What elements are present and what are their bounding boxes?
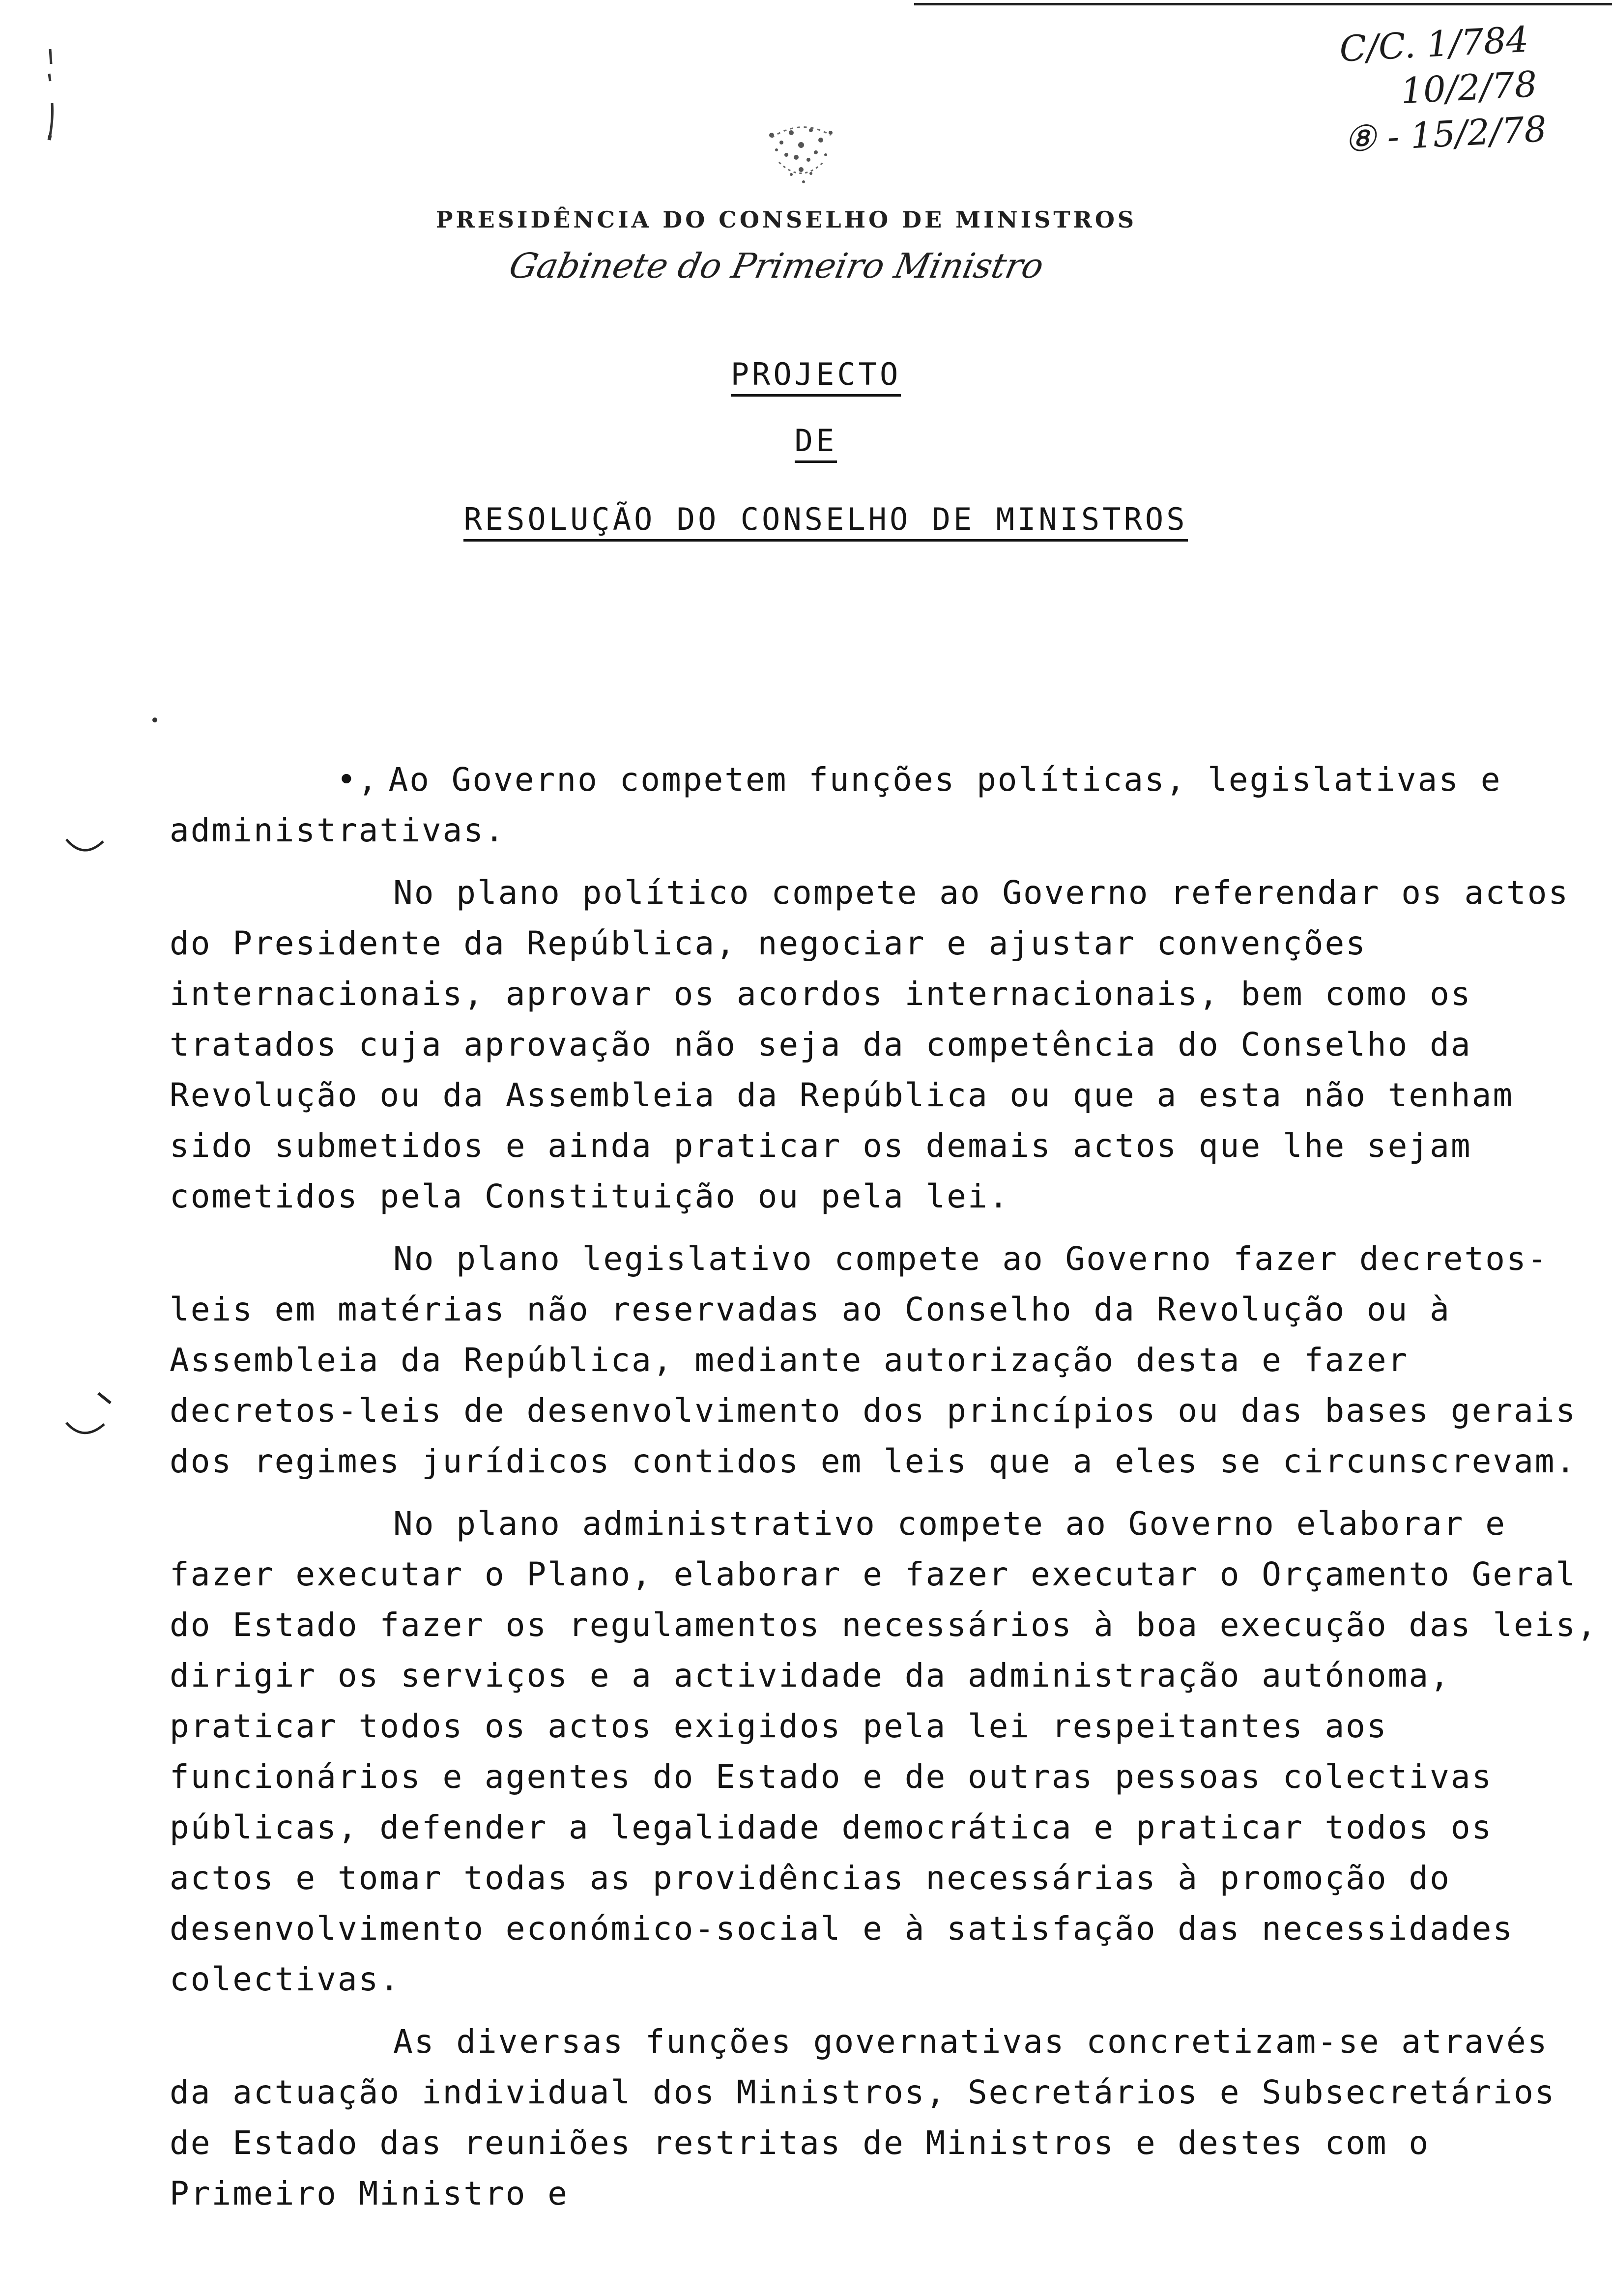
- margin-hole-mark-icon: [64, 835, 108, 865]
- paragraph: No plano administrativo compete ao Governo elaborar e fazer executar o Plano, elaborar e fazer executar o Orçamento Geral do Estado fazer os regulamentos necessários à boa execução das leis, dirigir os serviços e a actividade da administração autónoma, praticar todos os actos exigidos pela lei respeitantes aos funcionários e agentes do Estado e de outras pessoas colectivas públicas, defender a legalidade democrática e praticar todos os actos e tomar todas as providências necessárias à promoção do desenvolvimento económico-social e à satisfação das necessidades colectivas.: [170, 1505, 1598, 1998]
- title-de: DE: [795, 423, 837, 463]
- title-resolucao: RESOLUÇÃO DO CONSELHO DE MINISTROS: [463, 501, 1187, 542]
- paragraph-text: Ao Governo competem funções políticas, legislativas e administrativas.: [170, 761, 1502, 849]
- document-body: [170, 754, 1610, 2231]
- title-line-3: [20, 501, 1612, 537]
- margin-scribble-icon: [39, 44, 69, 143]
- paragraph: [170, 754, 1610, 856]
- letterhead-institution: PRESIDÊNCIA DO CONSELHO DE MINISTROS: [435, 206, 1137, 233]
- title-line-1: [10, 356, 1612, 392]
- letterhead-office-signature: Gabinete do Primeiro Ministro: [506, 246, 1047, 286]
- top-border-line: [914, 3, 1612, 5]
- handwritten-line-3: ⑧ - 15/2/78: [1343, 108, 1548, 160]
- paragraph-lead-mark: •,: [337, 761, 379, 799]
- margin-hole-mark-icon: [64, 1391, 118, 1445]
- title-projecto: PROJECTO: [731, 356, 901, 397]
- margin-dot: [152, 718, 157, 722]
- handwritten-line-1: C/C. 1/784: [1338, 18, 1530, 70]
- handwritten-reference-note: [1338, 13, 1601, 162]
- title-line-2: [10, 423, 1612, 459]
- handwritten-line-2: 10/2/78: [1399, 63, 1538, 112]
- paragraph: No plano legislativo compete ao Governo fazer decretos-leis em matérias não reservadas ao Conselho da Revolução ou à Assembleia da República, mediante autorização desta e fazer decretos-leis de desenvolvimento dos princípios ou das bases gerais dos regimes jurídicos contidos em leis que a eles se circunscrevam.: [170, 1240, 1577, 1480]
- paragraph: As diversas funções governativas concretizam-se através da actuação individual dos Ministros, Secretários e Subsecretários de Estado das reuniões restritas de Ministros e destes com o Primeiro Ministro e: [170, 2023, 1556, 2212]
- paragraph: No plano político compete ao Governo referendar os actos do Presidente da República, negociar e ajustar convenções internacionais, aprovar os acordos internacionais, bem como os tratados cuja aprovação não seja da competência do Conselho da Revolução ou da Assembleia da República ou que a esta não tenham sido submetidos e ainda praticar os demais actos que lhe sejam cometidos pela Constituição ou pela lei.: [170, 874, 1570, 1215]
- coat-of-arms-emblem-icon: [742, 115, 860, 189]
